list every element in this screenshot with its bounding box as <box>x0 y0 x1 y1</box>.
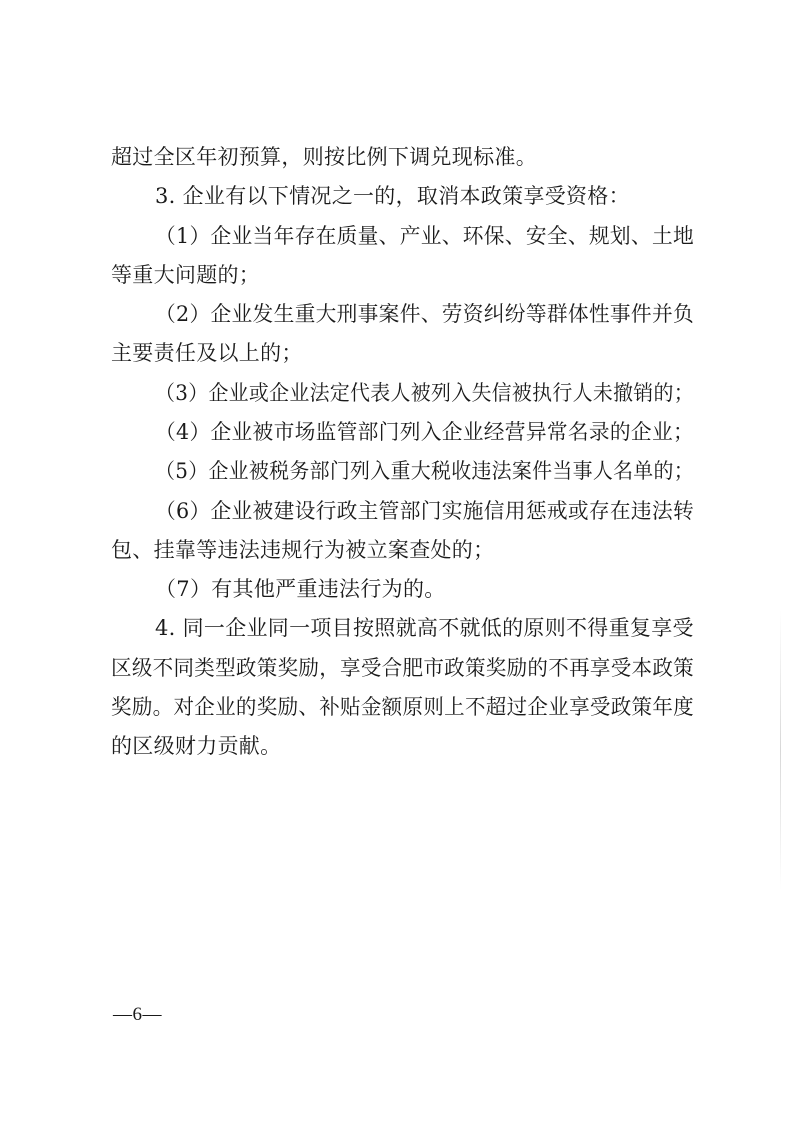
paragraph-line-8: （4）企业被市场监管部门列入企业经营异常名录的企业； <box>155 420 694 444</box>
paragraph-line-2: 3. 企业有以下情况之一的，取消本政策享受资格： <box>155 184 630 208</box>
paragraph-line-9: （5）企业被税务部门列入重大税收违法案件当事人名单的； <box>155 459 694 483</box>
paragraph-line-12: （7）有其他严重违法行为的。 <box>155 577 446 601</box>
paragraph-line-4: 等重大问题的； <box>111 263 261 287</box>
paragraph-line-15: 奖励。对企业的奖励、补贴金额原则上不超过企业享受政策年度 <box>111 695 694 719</box>
paragraph-line-16: 的区级财力贡献。 <box>111 734 282 758</box>
paragraph-line-3: （1）企业当年存在质量、产业、环保、安全、规划、土地 <box>155 224 694 248</box>
paragraph-line-6: 主要责任及以上的； <box>111 341 303 365</box>
page-number: —6— <box>113 1004 162 1025</box>
paragraph-line-10: （6）企业被建设行政主管部门实施信用惩戒或存在违法转 <box>155 499 694 523</box>
paragraph-line-11: 包、挂靠等违法违规行为被立案查处的； <box>111 538 495 562</box>
paragraph-line-13: 4. 同一企业同一项目按照就高不就低的原则不得重复享受 <box>155 616 694 640</box>
paragraph-line-5: （2）企业发生重大刑事案件、劳资纠纷等群体性事件并负 <box>155 302 694 326</box>
scan-edge-shadow <box>780 610 781 890</box>
paragraph-line-1: 超过全区年初预算，则按比例下调兑现标准。 <box>111 145 537 169</box>
paragraph-line-7: （3）企业或企业法定代表人被列入失信被执行人未撤销的； <box>155 381 694 405</box>
paragraph-line-14: 区级不同类型政策奖励，享受合肥市政策奖励的不再享受本政策 <box>111 656 694 680</box>
